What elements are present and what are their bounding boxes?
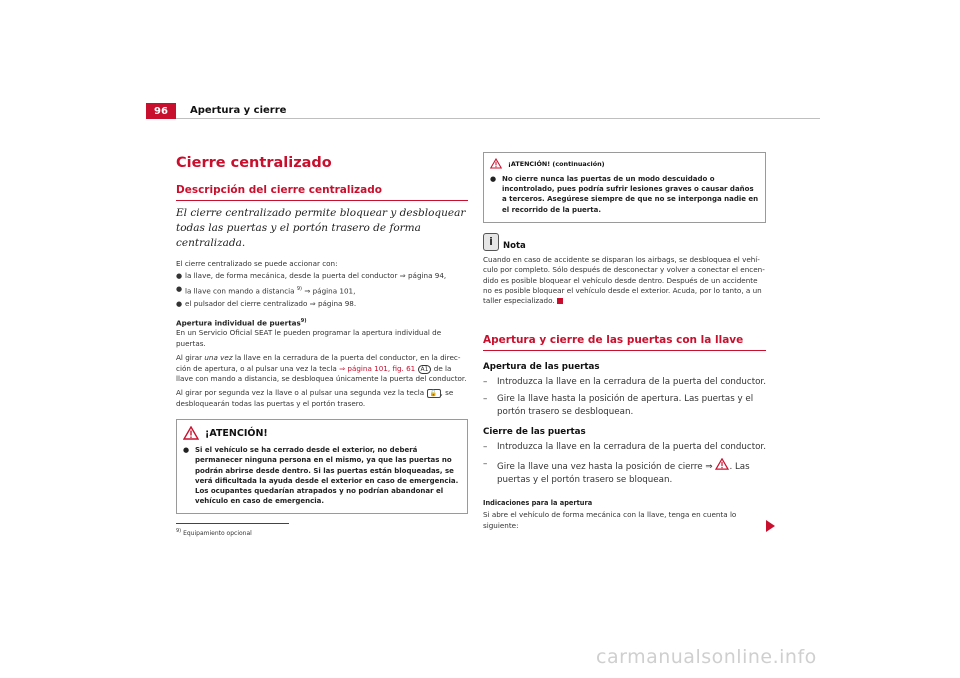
footnote-divider	[176, 523, 289, 524]
bullet-icon: ●	[183, 446, 190, 455]
note-heading: i Nota	[483, 233, 766, 251]
paragraph: En un Servicio Oficial SEAT le pueden programar la apertura individual de puertas.	[176, 328, 442, 348]
warning-title: ¡ATENCIÓN!	[205, 427, 268, 439]
warning-triangle-icon	[715, 458, 729, 470]
apertura-heading: Apertura individual de puertas$^{9)}$	[176, 318, 307, 328]
bullet-icon: ●	[490, 175, 497, 183]
paragraph: Al girar por segunda vez la llave o al pulsar una segunda vez la tecla 🔓 , se desbloquearán todas las puertas y el portón trasero.	[176, 388, 454, 408]
figure-callout: A1	[418, 365, 432, 374]
unlock-key-icon: 🔓	[427, 389, 441, 398]
subsection-divider	[176, 200, 468, 201]
footnote-ref: 9)	[300, 318, 307, 325]
paragraph: Si abre el vehículo de forma mecánica con la llave, tenga en cuenta lo siguiente:	[483, 510, 737, 530]
bullet-icon: ●	[176, 284, 183, 293]
page-number: 96	[146, 103, 176, 119]
page-link[interactable]: ⇒ página 101, fig. 61	[339, 363, 416, 373]
step-item: – Introduzca la llave en la cerradura de la puerta del conductor.	[483, 376, 766, 387]
end-of-section-icon	[557, 298, 563, 304]
running-header: Apertura y cierre	[190, 105, 287, 116]
intro-text: El cierre centralizado permite bloquear y desbloquear todas las puertas y el portón trasero de forma centralizada.	[176, 207, 466, 249]
note-icon: i	[483, 233, 499, 251]
paragraph: Al girar una vez la llave en la cerradura de la puerta del conductor, en la direc-ción de apertura, o al pulsar una vez la tecla ⇒ página 101, fig. 61 A1 de la llave con mando a distancia, se desbloquea únicamente la puerta del conductor.	[176, 353, 467, 384]
step-item: – Gire la llave una vez hasta la posición de cierre ⇒ . Las puertas y el portón trasero se bloquean.	[483, 459, 750, 485]
footnote-ref: 9)	[296, 285, 303, 292]
note-text: Cuando en caso de accidente se disparan los airbags, se desbloquea el vehí-culo por completo. Sólo después de desconectar y volver a conectar el encen-dido es posible bloquear el vehículo desde dentro. Después de un accidente no es posible bloquear el vehículo desde el exterior. Acuda, por lo tanto, a un taller especializado.	[483, 254, 765, 306]
open-doors-heading: Apertura de las puertas	[483, 361, 600, 372]
next-page-arrow-icon	[766, 520, 775, 532]
subsection-title: Descripción del cierre centralizado	[176, 184, 382, 196]
footnote: $^{9)}$ Equipamiento opcional	[176, 528, 252, 537]
step-item: – Introduzca la llave en la cerradura de la puerta del conductor.	[483, 442, 766, 453]
bullet-icon: ●	[176, 299, 183, 308]
subsection-title: Apertura y cierre de las puertas con la llave	[483, 333, 744, 346]
warning-triangle-icon	[490, 158, 502, 169]
bullet-item: ● la llave, de forma mecánica, desde la puerta del conductor ⇒ página 94,	[176, 271, 447, 281]
step-item: – Gire la llave hasta la posición de apertura. Las puertas y el portón trasero se desbloquean.	[483, 394, 754, 417]
warning-continuation-text: No cierre nunca las puertas de un modo descuidado o incontrolado, pues podría sufrir lesiones graves o causar daños a terceros. Asegúrese siempre de que no se interponga nadie en el recorrido de la puerta.	[502, 175, 759, 214]
close-doors-heading: Cierre de las puertas	[483, 427, 586, 438]
warning-box	[176, 419, 468, 514]
watermark: carmanualsonline.info	[596, 646, 817, 668]
opening-notes-heading: Indicaciones para la apertura	[483, 499, 593, 508]
warning-continuation-box	[483, 152, 766, 223]
bullet-icon: ●	[176, 272, 183, 281]
subsection-divider	[483, 350, 766, 351]
bullet-item: ● la llave con mando a distancia $^{9)}$ ⇒ página 101,	[176, 284, 356, 296]
lead-text: El cierre centralizado se puede accionar con:	[176, 259, 338, 268]
section-title: Cierre centralizado	[176, 155, 332, 171]
header-divider	[176, 118, 820, 119]
left-column	[176, 154, 468, 514]
bullet-item: ● el pulsador del cierre centralizado ⇒ página 98.	[176, 298, 357, 308]
warning-continuation-title: ¡ATENCIÓN! (continuación)	[508, 159, 605, 168]
warning-triangle-icon	[183, 426, 199, 440]
warning-text: Si el vehículo se ha cerrado desde el exterior, no deberá permanecer ninguna persona en el mismo, ya que las puertas no podrán abrirse desde dentro. Si las puertas están bloqueadas, se verá dificultada la ayuda desde el exterior en caso de emergencia. Los ocupantes quedarían atrapados y no podrían abandonar el vehículo en caso de emergencia.	[195, 446, 459, 506]
right-column	[483, 152, 766, 531]
